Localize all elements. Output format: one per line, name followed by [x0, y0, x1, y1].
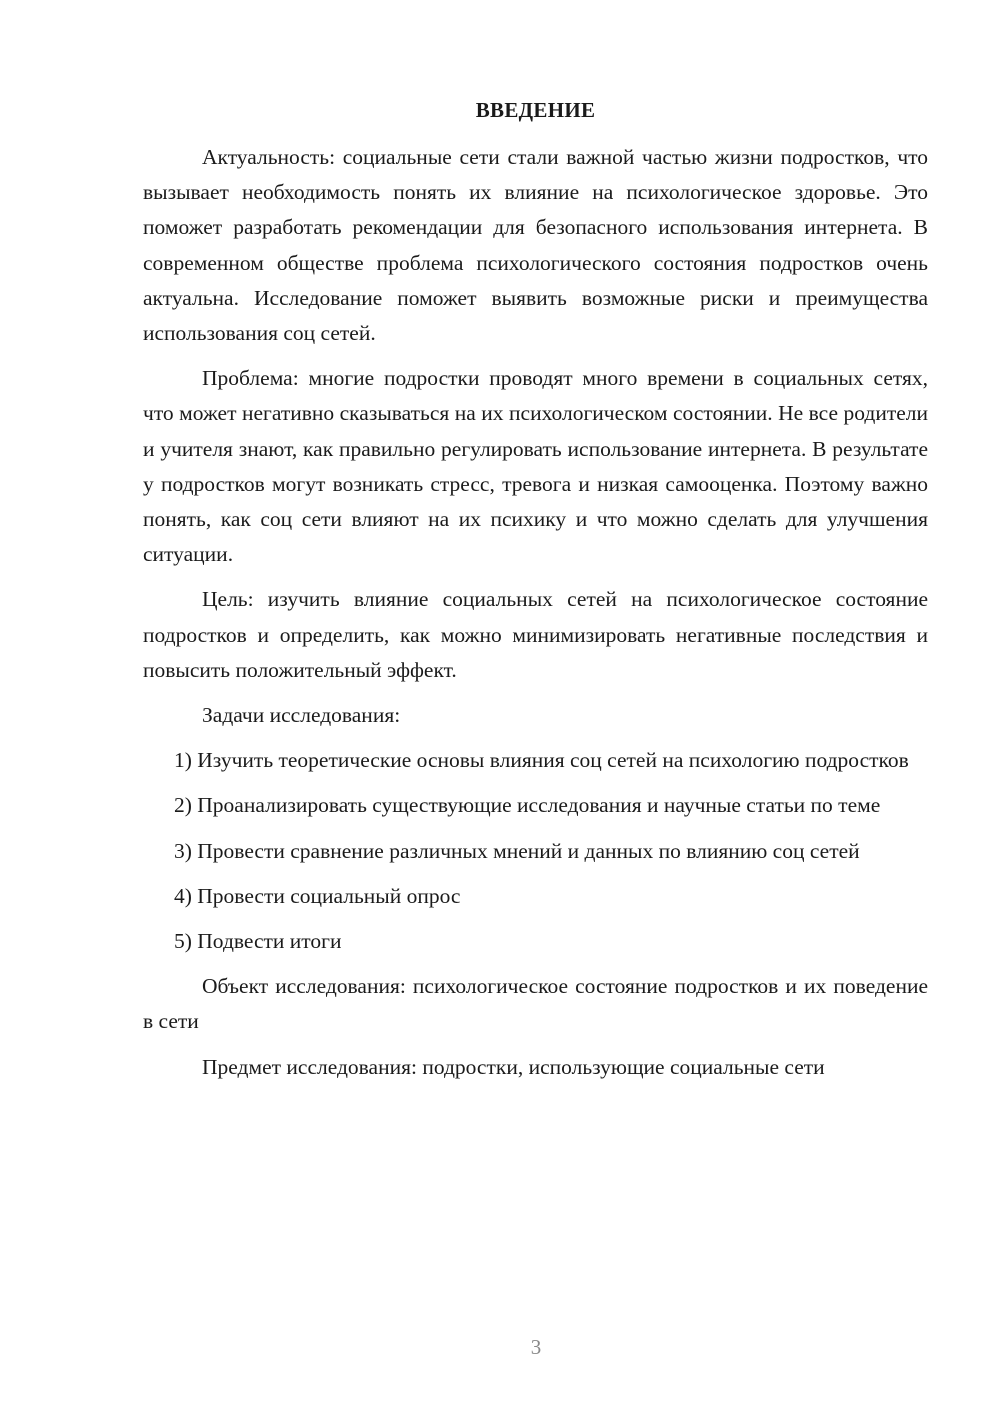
document-page — [143, 93, 928, 1085]
task-item-1: 1) Изучить теоретические основы влияния соц сетей на психологию подростков — [174, 748, 909, 773]
task-item-3: 3) Провести сравнение различных мнений и данных по влиянию соц сетей — [174, 838, 860, 863]
tasks-title: Задачи исследования: — [202, 703, 401, 728]
subject-paragraph: Предмет исследования: подростки, использующие социальные сети — [202, 1054, 825, 1079]
problem-paragraph: Проблема: многие подростки проводят много времени в социальных сетях, что может негативно сказываться на их психологическом состоянии. Не все родители и учителя знают, как правильно регулировать использование интернета. В результате у подростков могут возникать стресс, тревога и низкая самооценка. Поэтому важно понять, как соц сети влияют на их психику и что можно сделать для улучшения ситуации. — [143, 366, 928, 567]
relevance-paragraph: Актуальность: социальные сети стали важной частью жизни подростков, что вызывает необходимость понять их влияние на психологическое здоровье. Это поможет разработать рекомендации для безопасного использования интернета. В современном обществе проблема психологического состояния подростков очень актуальна. Исследование поможет выявить возможные риски и преимущества использования соц сетей. — [143, 145, 928, 346]
page-number: 3 — [530, 1335, 542, 1359]
goal-paragraph: Цель: изучить влияние социальных сетей на психологическое состояние подростков и определить, как можно минимизировать негативные последствия и повысить положительный эффект. — [143, 587, 928, 682]
task-item-4: 4) Провести социальный опрос — [174, 883, 461, 908]
section-heading: ВВЕДЕНИЕ — [475, 98, 596, 122]
task-item-2: 2) Проанализировать существующие исследования и научные статьи по теме — [174, 793, 881, 818]
object-paragraph: Объект исследования: психологическое состояние подростков и их поведение в сети — [143, 974, 928, 1034]
task-item-5: 5) Подвести итоги — [174, 929, 342, 954]
